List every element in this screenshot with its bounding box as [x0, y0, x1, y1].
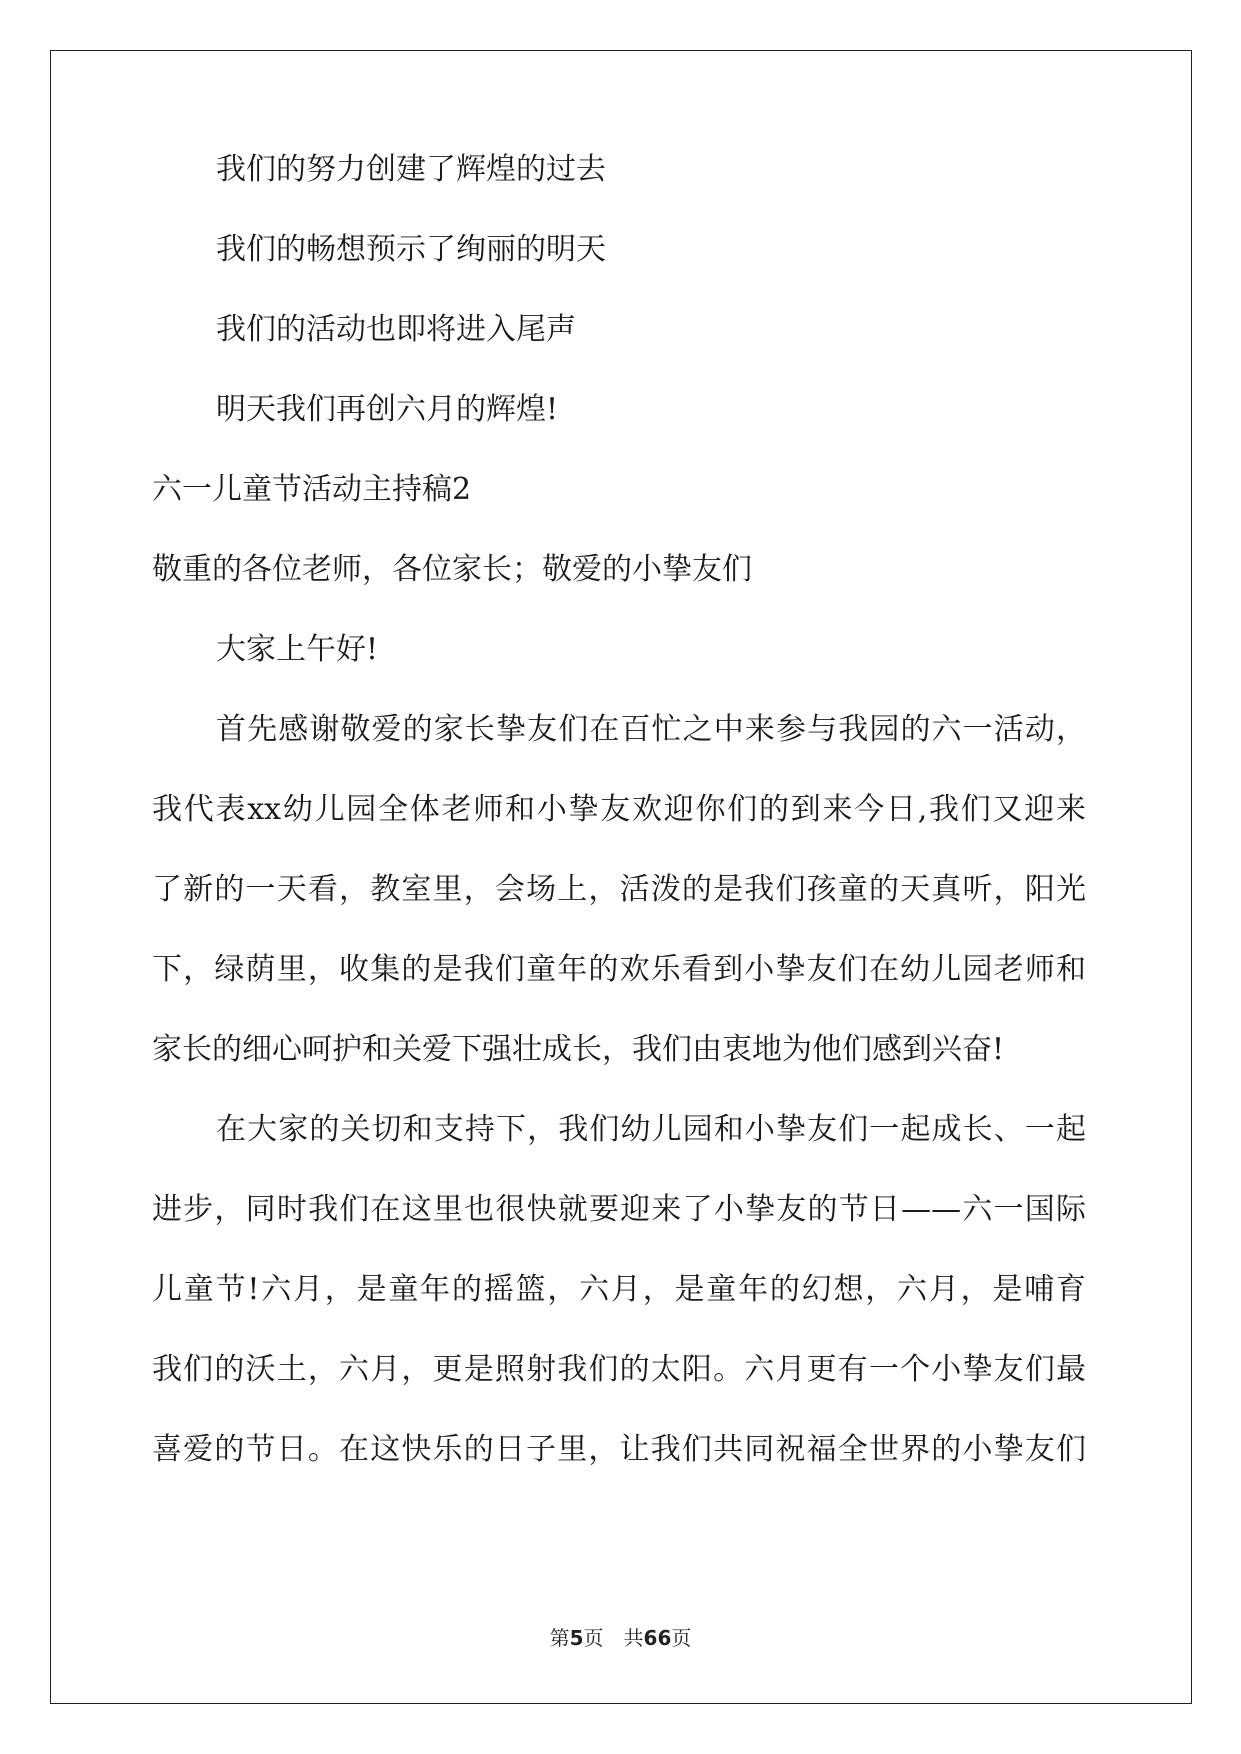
footer-middle: 页 共 [583, 1626, 644, 1650]
paragraph2-line-5: 喜爱的节日。在这快乐的日子里，让我们共同祝福全世界的小挚友们 [152, 1432, 1086, 1467]
paragraph2-line-2: 进步，同时我们在这里也很快就要迎来了小挚友的节日——六一国际 [152, 1192, 1086, 1227]
paragraph2-line-4: 我们的沃土，六月，更是照射我们的太阳。六月更有一个小挚友们最 [152, 1352, 1086, 1387]
paragraph2-line-1: 在大家的关切和支持下，我们幼儿园和小挚友们一起成长、一起 [216, 1112, 1086, 1147]
paragraph2-line-3: 儿童节!六月，是童年的摇篮，六月，是童年的幻想，六月，是哺育 [152, 1272, 1086, 1307]
paragraph1-line-4: 下，绿荫里，收集的是我们童年的欢乐看到小挚友们在幼儿园老师和 [152, 952, 1086, 987]
poem-line-3: 我们的活动也即将进入尾声 [216, 312, 576, 347]
greeting: 大家上午好! [216, 632, 379, 667]
salutation: 敬重的各位老师，各位家长；敬爱的小挚友们 [152, 552, 752, 587]
page-footer [0, 1622, 1241, 1651]
footer-total-pages: 66 [643, 1626, 672, 1650]
footer-page-number: 5 [569, 1626, 584, 1650]
section-title: 六一儿童节活动主持稿2 [152, 472, 472, 507]
paragraph1-line-5: 家长的细心呵护和关爱下强壮成长，我们由衷地为他们感到兴奋! [152, 1032, 1005, 1067]
paragraph1-line-3: 了新的一天看，教室里，会场上，活泼的是我们孩童的天真听，阳光 [152, 872, 1086, 907]
footer-suffix: 页 [671, 1626, 692, 1650]
poem-line-1: 我们的努力创建了辉煌的过去 [216, 152, 606, 187]
poem-line-4: 明天我们再创六月的辉煌! [216, 392, 559, 427]
paragraph1-line-2: 我代表xx幼儿园全体老师和小挚友欢迎你们的到来今日,我们又迎来 [152, 792, 1086, 827]
poem-line-2: 我们的畅想预示了绚丽的明天 [216, 232, 606, 267]
paragraph1-line-1: 首先感谢敬爱的家长挚友们在百忙之中来参与我园的六一活动， [216, 712, 1086, 747]
footer-prefix: 第 [549, 1626, 570, 1650]
